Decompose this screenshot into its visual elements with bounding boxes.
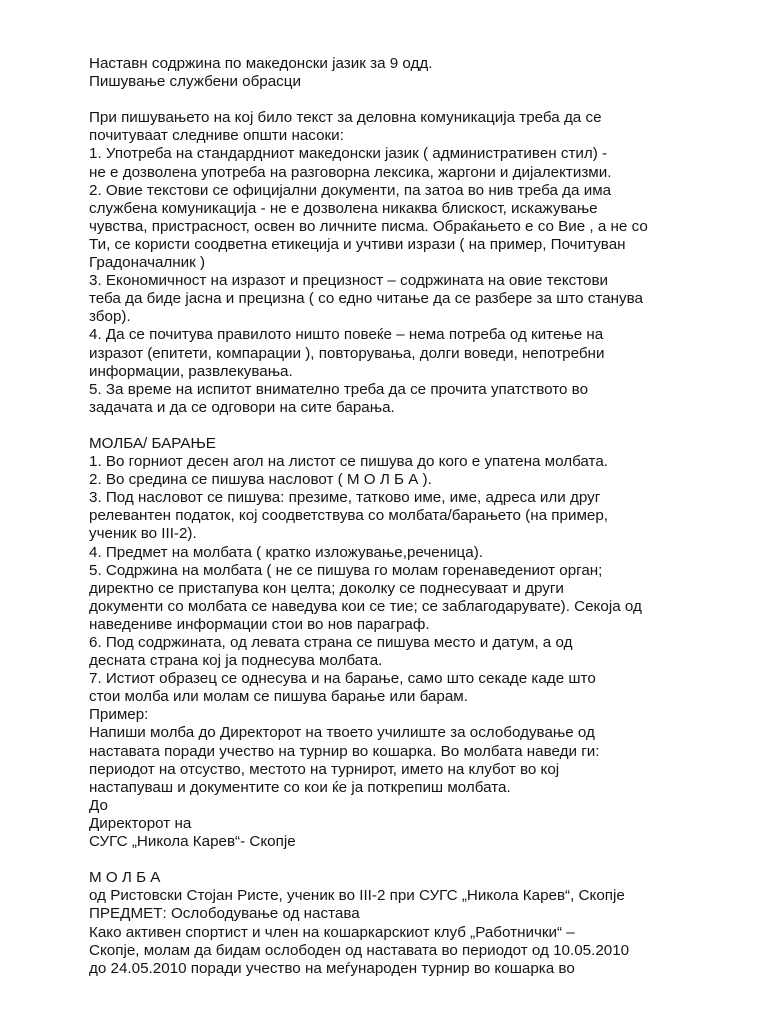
intro-guidelines [89, 109, 749, 417]
text-line: Наставн содржина по македонски јазик за 9 одд. [89, 55, 433, 72]
text-line: теба да биде јасна и прецизна ( со едно читање да се разбере за што станува [89, 290, 643, 308]
text-line: 2. Во средина се пишува насловот ( М О Л Б А ). [89, 471, 432, 489]
addressee-line: Директорот на [89, 814, 192, 832]
text-line: документи со молбата се наведува кои се тие; се заблагодарувате). Секоја од [89, 597, 642, 615]
text-line: периодот на отсуство, местото на турнирот, името на клубот во кој [89, 760, 560, 778]
request-section [89, 435, 749, 851]
text-line: почитуваат следниве општи насоки: [89, 127, 344, 145]
text-line: изразот (епитети, компарации ), повторувања, долги воведи, непотребни [89, 344, 605, 362]
text-line: чувства, пристрасност, освен во личните писма. Обраќањето е со Вие , а не со [89, 217, 648, 235]
text-line: до 24.05.2010 поради учество на меѓународен турнир во кошарка во [89, 959, 575, 977]
document-header [89, 55, 749, 91]
addressee-line: До [89, 796, 108, 814]
text-line: задачата и да се одговори на сите барања. [89, 398, 395, 416]
text-line: Како активен спортист и член на кошаркарскиот клуб „Работнички“ – [89, 923, 575, 941]
text-line: не е дозволена употреба на разговорна лексика, жаргони и дијалектизми. [89, 163, 612, 181]
text-line: 5. За време на испитот внимателно треба да се прочита упатството во [89, 380, 589, 398]
text-line: 4. Да се почитува правилото ништо повеќе – нема потреба од китење на [89, 326, 604, 344]
text-line: 6. Под содржината, од левата страна се пишува место и датум, а од [89, 634, 573, 651]
text-line: 7. Истиот образец се однесува и на барање, само што секаде каде што [89, 670, 596, 688]
letter-subject: ПРЕДМЕТ: Ослободување од настава [89, 905, 360, 923]
letter-title: М О Л Б А [89, 869, 161, 887]
text-line: При пишувањето на кој било текст за деловна комуникација треба да се [89, 109, 602, 127]
text-line: службена комуникација - не е дозволена никаква блискост, искажување [89, 199, 598, 217]
text-line: 5. Содржина на молбата ( не се пишува го молам горенаведениот орган; [89, 561, 603, 579]
text-line: 3. Под насловот се пишува: презиме, татково име, име, адреса или друг [89, 489, 601, 507]
paragraph-gap [89, 851, 749, 869]
text-line: директно се пристапува кон целта; доколку се поднесуваат и други [89, 579, 564, 597]
text-line: збор). [89, 308, 131, 326]
text-line: наставата поради учество на турнир во кошарка. Во молбата наведи ги: [89, 742, 600, 760]
paragraph-gap [89, 91, 749, 109]
paragraph-gap [89, 417, 749, 435]
addressee-line: СУГС „Никола Карев“- Скопје [89, 833, 296, 851]
text-line: Ти, се користи соодветна етикеција и учтиви изрази ( на пример, Почитуван [89, 235, 626, 253]
example-label: Пример: [89, 706, 149, 724]
text-line: Градоначалник ) [89, 254, 206, 272]
text-line: од Ристовски Стојан Ристе, ученик во III-2 при СУГС „Никола Карев“, Скопје [89, 887, 625, 905]
text-line: Напиши молба до Директорот на твоето училиште за ослободување од [89, 724, 595, 742]
text-line: 3. Економичност на изразот и прецизност – содржината на овие текстови [89, 272, 609, 290]
section-heading: МОЛБА/ БАРАЊЕ [89, 434, 216, 452]
text-line: информации, развлекувања. [89, 362, 293, 380]
text-line: 1. Во горниот десен агол на листот се пишува до кого е упатена молбата. [89, 453, 608, 471]
text-line: ученик во III-2). [89, 525, 197, 543]
text-line: релевантен податок, кој соодветствува со молбата/барањето (на пример, [89, 507, 609, 525]
text-line: Пишување службени обрасци [89, 73, 301, 91]
text-line: стои молба или молам се пишува барање или барам. [89, 688, 468, 706]
example-letter [89, 869, 749, 978]
text-line: Скопје, молам да бидам ослободен од наставата во периодот од 10.05.2010 [89, 941, 630, 959]
text-line: настапуваш и документите со кои ќе ја поткрепиш молбата. [89, 778, 511, 796]
text-line: наведениве информации стои во нов параграф. [89, 615, 430, 633]
text-line: десната страна кој ја поднесува молбата. [89, 652, 383, 670]
text-line: 4. Предмет на молбата ( кратко изложување,реченица). [89, 543, 483, 561]
document-page [89, 55, 749, 978]
text-line: 2. Овие текстови се официјални документи, па затоа во нив треба да има [89, 181, 612, 199]
text-line: 1. Употреба на стандардниот македонски јазик ( административен стил) - [89, 145, 608, 163]
